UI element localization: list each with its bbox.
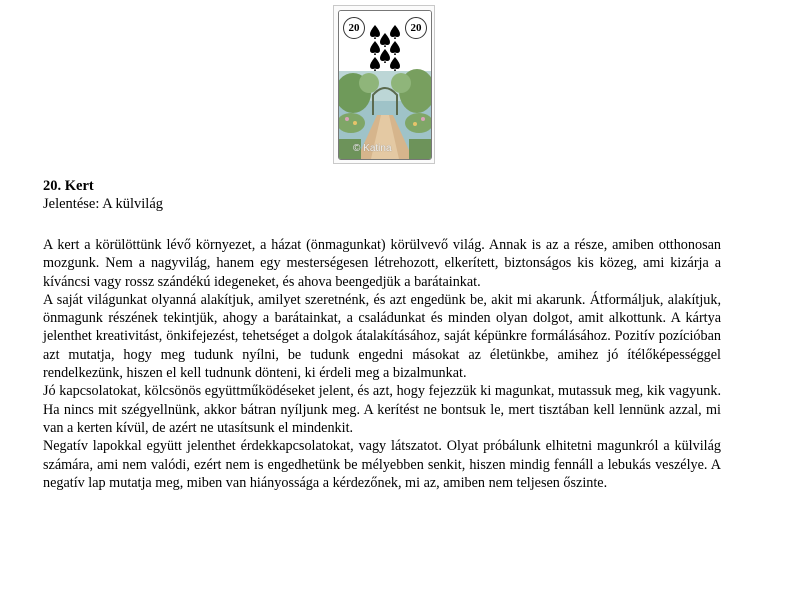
card-frame [333, 5, 435, 164]
paragraph-3: Jó kapcsolatokat, kölcsönös együttműködéseket jelent, és azt, hogy fejezzük ki magunkat, mutassuk meg, kik vagyunk. Ha nincs mit szégyellnünk, akkor bátran nyíljunk meg. A kerítést ne bontsuk le, mert tisztában kell lennünk azzal, mi van a kerten kívül, de azért ne utasítsunk el mindenkit. [43, 383, 721, 436]
description-body [43, 236, 721, 492]
paragraph-1: A kert a körülöttünk lévő környezet, a házat (önmagunkat) körülvevő világ. Annak is az a része, amiben otthonosan mozgunk. Nem a nagyvilág, hanem egy mesterségesen létrehozott, elkerített, biztonságos kis közeg, ami kizárja a kíváncsi vagy rossz szándékú idegeneket, és ahova beengedjük a barátainkat. [43, 237, 721, 290]
paragraph-4: Negatív lapokkal együtt jelenthet érdekkapcsolatokat, vagy látszatot. Olyat próbálunk elhitetni magunkról a külvilág számára, ami nem valódi, ezért nem is engedhetünk be mélyebben senkit, hiszen mindig fennáll a lebukás veszélye. A negatív lap mutatja meg, miben van hiányossága a kérdezőnek, mi az, amiben nem teljesen őszinte. [43, 438, 721, 491]
card-number-right: 20 [405, 17, 427, 39]
paragraph-2: A saját világunkat olyanná alakítjuk, amilyet szeretnénk, és azt engedünk be, akit mi akarunk. Átformáljuk, alakítjuk, önmagunk részének tekintjük, ahogy a barátainkat, a családunkat és minden olyan dolgot, amit alkottunk. A kártya jelenthet kreativitást, önkifejezést, tehetséget a dolgok átalakításához, saját képünkre formálásához. Pozitív pozícióban azt mutatja, hogy meg tudunk nyílni, be tudunk engedni másokat az életünkbe, amihez jó ítélőképességgel rendelkezünk, hiszen el kell tudnunk dönteni, ki érdeli meg a bizalmunkat. [43, 291, 721, 382]
card-number-left: 20 [343, 17, 365, 39]
garden-card-image [338, 10, 432, 160]
card-title: 20. Kert [43, 178, 94, 194]
watermark: © Katina [353, 143, 392, 154]
card-meaning: Jelentése: A külvilág [43, 196, 164, 212]
